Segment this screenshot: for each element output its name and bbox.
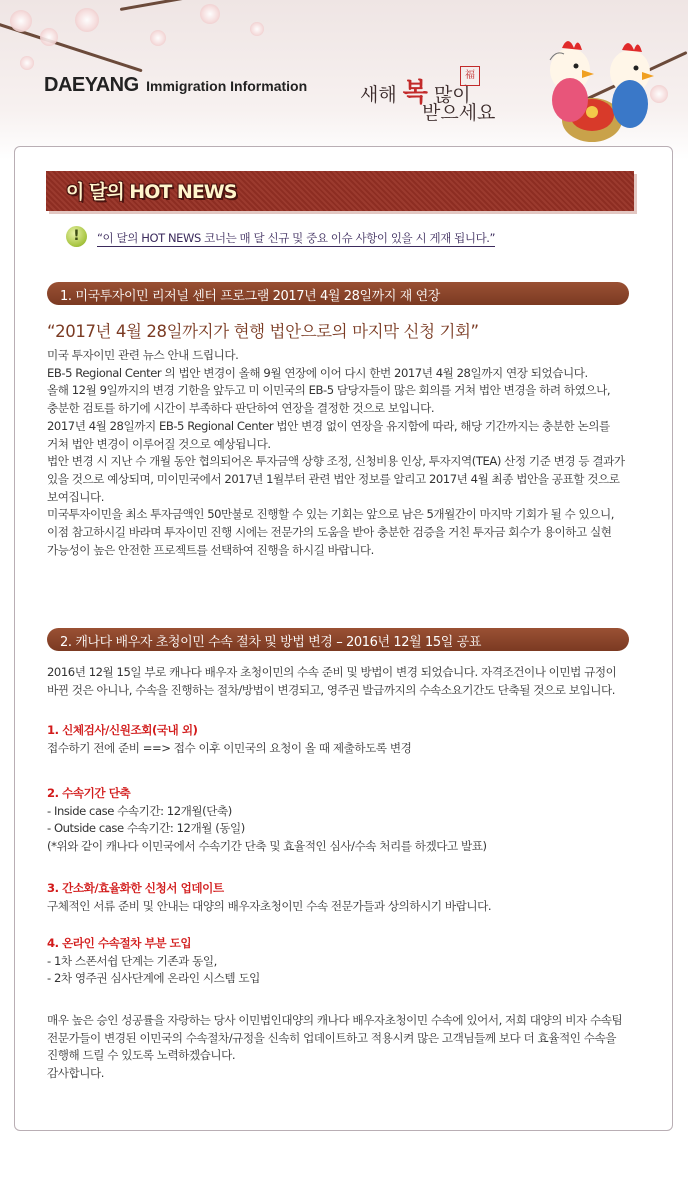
body-line: 거쳐 법안 변경이 이루어질 것으로 예상됩니다. (47, 436, 271, 451)
body-line: - Inside case 수속기간: 12개월(단축) (47, 803, 232, 818)
body-line: 매우 높은 승인 성공률을 자랑하는 당사 이민법인대양의 캐나다 배우자초청이민 수속에 있어서, 저희 대양의 비자 수속팀 (47, 1013, 623, 1027)
blossom-decoration (20, 56, 34, 70)
body-line: 가능성이 높은 안전한 프로젝트를 선택하여 진행을 하시길 바랍니다. (47, 542, 374, 557)
section2-intro (47, 664, 616, 699)
item-heading: 2. 수속기간 단축 (47, 786, 131, 800)
hot-news-title: 이 달의 HOT NEWS (66, 181, 237, 203)
notice-text: “이 달의 HOT NEWS 코너는 매 달 신규 및 중요 이슈 사항이 있을 시 게재 됩니다.” (97, 231, 496, 245)
section2-header (47, 628, 629, 651)
section2-item-1 (47, 722, 411, 757)
body-line: 진행해 드릴 수 있도록 노력하겠습니다. (47, 1048, 236, 1063)
body-line: 보여집니다. (47, 489, 104, 504)
blossom-decoration (75, 8, 99, 32)
exclamation-icon: ! (66, 226, 87, 247)
body-line: (*위와 같이 캐나다 이민국에서 수속기간 단축 및 효율적인 심사/수속 처리를 하겠다고 발표) (47, 839, 487, 854)
body-line: EB-5 Regional Center 의 법안 변경이 올해 9월 연장에 이어 다시 한번 2017년 4월 28일까지 연장 되었습니다. (47, 365, 588, 380)
fortune-stamp: 福 (460, 66, 480, 86)
section1-header (47, 282, 629, 305)
greeting-part2: 많이 (433, 84, 471, 106)
hot-news-banner (46, 171, 634, 211)
body-line: 있을 것으로 예상되며, 미이민국에서 2017년 1월부터 관련 법안 정보를 알리고 2017년 4월 최종 법안을 공표할 것으로 (47, 471, 620, 486)
body-line: 바뀐 것은 아니나, 수속을 진행하는 절차/방법이 변경되고, 영주권 발급까지의 수속소요기간도 단축될 것으로 보입니다. (47, 682, 615, 697)
item-heading: 4. 온라인 수속절차 부분 도입 (47, 936, 192, 950)
section1-title: 1. 미국투자이민 리저널 센터 프로그램 2017년 4월 28일까지 재 연장 (60, 289, 440, 304)
chicken-couple-illustration (530, 20, 680, 150)
body-line: 이점 참고하시길 바라며 투자이민 진행 시에는 전문가의 도움을 받아 충분한 검증을 거친 투자금 회수가 용이하고 실현 (47, 525, 612, 540)
logo-subtitle: Immigration Information (146, 78, 308, 94)
section1-body (47, 347, 625, 559)
body-line: - 1차 스폰서쉽 단계는 기존과 동일, (47, 953, 217, 968)
body-line: 올해 12월 9일까지의 변경 기한을 앞두고 미 이민국의 EB-5 담당자들이 많은 회의를 거쳐 법안 변경을 하려 하였으나, (47, 383, 611, 398)
item-heading: 1. 신체검사/신원조회(국내 외) (47, 723, 198, 737)
body-line: 법안 변경 시 지난 수 개월 동안 협의되어온 투자금액 상향 조정, 신청비용 인상, 투자지역(TEA) 산정 기준 변경 등 결과가 (47, 454, 625, 469)
greeting-line2: 받으세요 (422, 102, 496, 124)
section1-quote: “2017년 4월 28일까지가 현행 법안으로의 마지막 신청 기회” (47, 322, 479, 341)
blossom-decoration (150, 30, 166, 46)
body-line: 접수하기 전에 준비 ==> 접수 이후 이민국의 요청이 올 때 제출하도록 변경 (47, 740, 412, 755)
header-banner (0, 0, 688, 150)
blossom-decoration (40, 28, 58, 46)
blossom-decoration (10, 10, 32, 32)
greeting-bok: 복 (402, 78, 428, 108)
section2-item-4 (47, 935, 260, 988)
company-logo (44, 74, 307, 97)
body-line: 2016년 12월 15일 부로 캐나다 배우자 초청이민의 수속 준비 및 방법이 변경 되었습니다. 자격조건이나 이민법 규정이 (47, 665, 617, 679)
body-line: 충분한 검토를 하기에 시간이 부족하다 판단하여 연장을 결정한 것으로 보입니다. (47, 401, 435, 416)
blossom-decoration (200, 4, 220, 24)
section2-title: 2. 캐나다 배우자 초청이민 수속 절차 및 방법 변경 – 2016년 12월 15일 공표 (60, 635, 481, 650)
body-line: - 2차 영주권 심사단계에 온라인 시스템 도입 (47, 971, 260, 986)
section2-item-3 (47, 880, 491, 915)
body-line: 미국투자이민을 최소 투자금액인 50만불로 진행할 수 있는 기회는 앞으로 남은 5개월간이 마지막 기회가 될 수 있으니, (47, 507, 615, 522)
body-line: 감사합니다. (47, 1066, 104, 1081)
body-line: - Outside case 수속기간: 12개월 (동일) (47, 821, 245, 836)
logo-brand: DAEYANG (44, 74, 139, 96)
body-line: 전문가들이 변경된 이민국의 수속절차/규정을 신속히 업데이트하고 적용시켜 많은 고객님들께 보다 더 효율적인 수속을 (47, 1030, 617, 1045)
greeting-part1: 새해 (360, 84, 397, 106)
item-heading: 3. 간소화/효율화한 신청서 업데이트 (47, 881, 224, 895)
section2-closing (47, 1012, 622, 1083)
body-line: 2017년 4월 28일까지 EB-5 Regional Center 법안 변경 없이 연장을 유지함에 따라, 해당 기간까지는 충분한 논의를 (47, 418, 610, 433)
blossom-decoration (250, 22, 264, 36)
branch-decoration (120, 0, 239, 11)
body-line: 미국 투자이민 관련 뉴스 안내 드립니다. (47, 348, 239, 362)
section2-item-2 (47, 785, 487, 856)
body-line: 구체적인 서류 준비 및 안내는 대양의 배우자초청이민 수속 전문가들과 상의하시기 바랍니다. (47, 898, 492, 913)
new-year-greeting (360, 72, 496, 124)
hot-news-notice (66, 226, 546, 248)
